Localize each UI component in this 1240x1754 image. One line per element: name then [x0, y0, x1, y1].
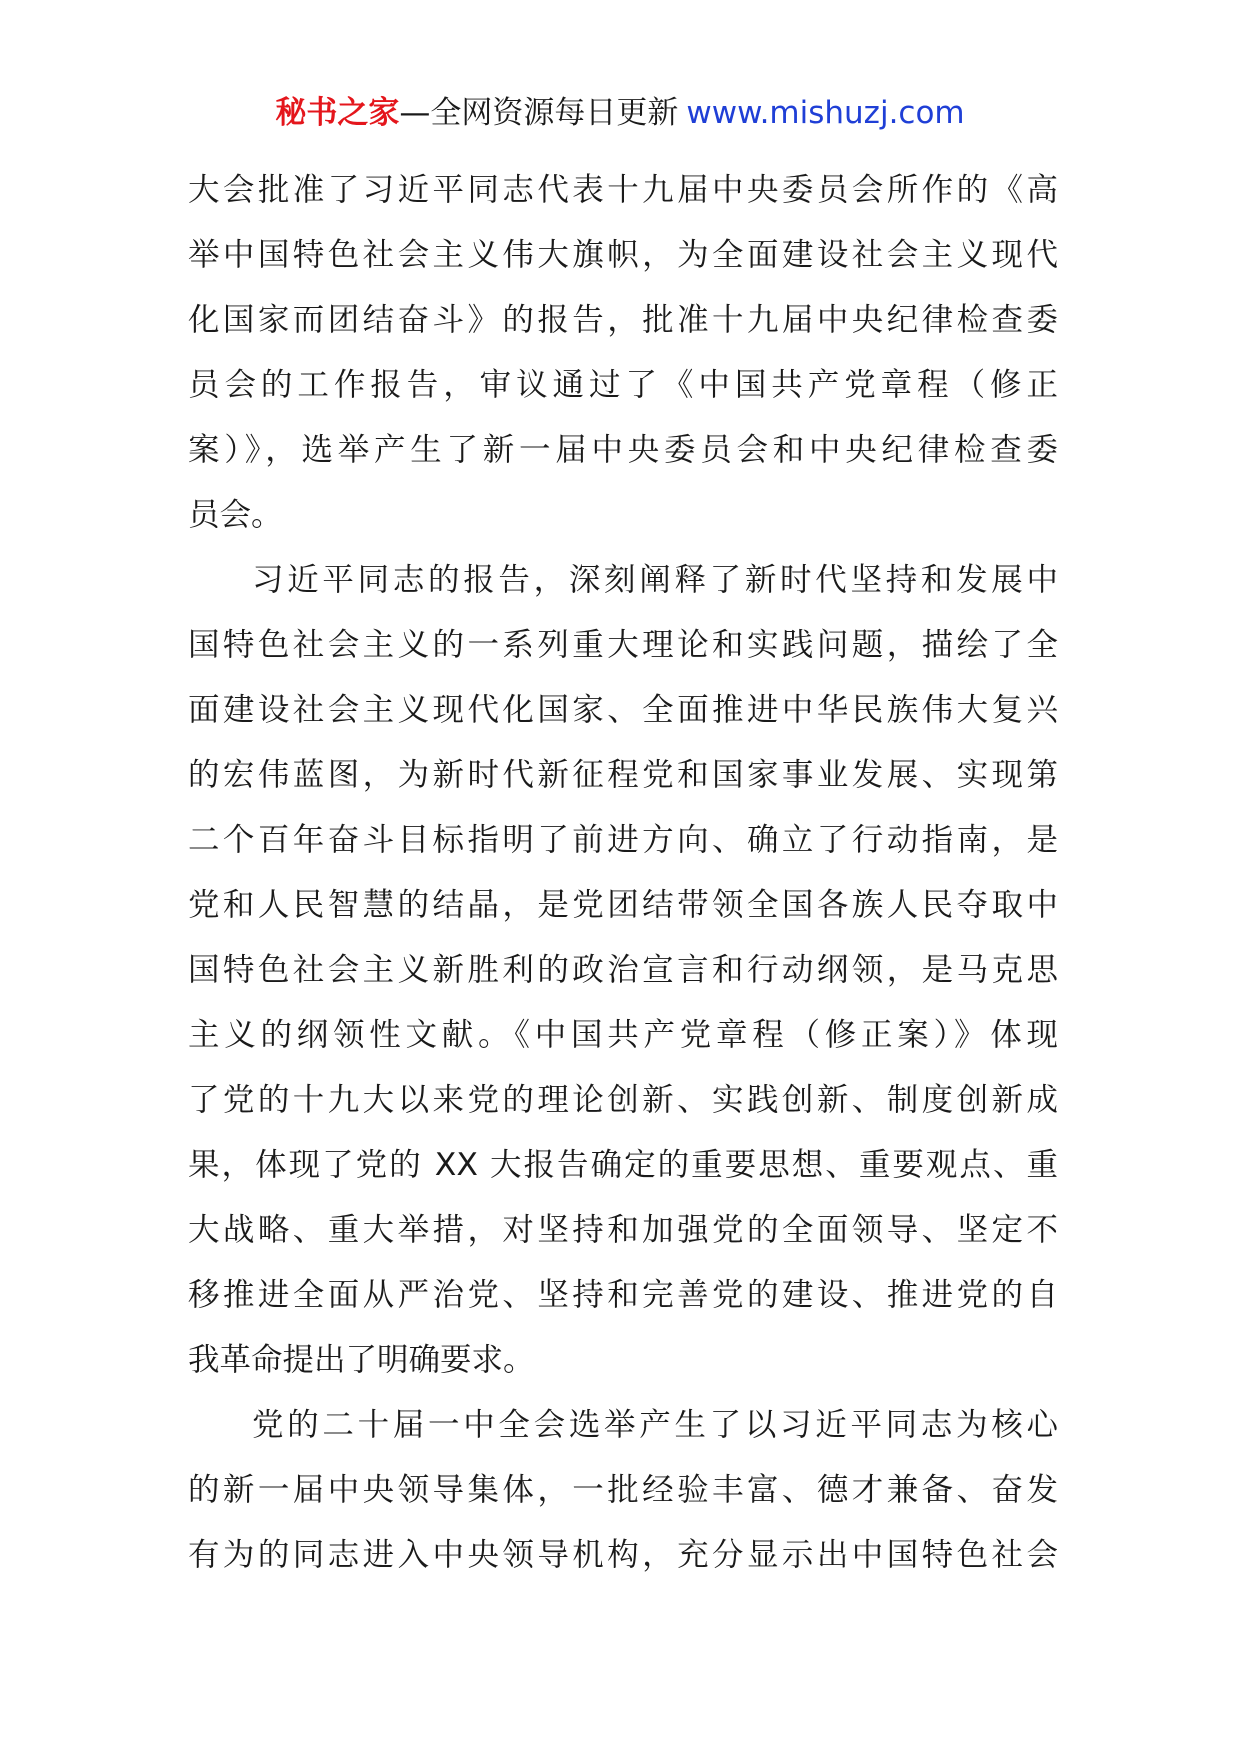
- paragraph-1: [188, 158, 1058, 548]
- text-line: 化国家而团结奋斗》的报告，批准十九届中央纪律检查委: [188, 302, 1058, 338]
- text-line: 面建设社会主义现代化国家、全面推进中华民族伟大复兴: [188, 692, 1058, 728]
- text-line: 党和人民智慧的结晶，是党团结带领全国各族人民夺取中: [188, 887, 1058, 923]
- header-site-url: www.mishuzj.com: [686, 95, 965, 131]
- text-line: 了党的十九大以来党的理论创新、实践创新、制度创新成: [188, 1082, 1058, 1118]
- text-line: 举中国特色社会主义伟大旗帜，为全面建设社会主义现代: [188, 237, 1058, 273]
- header-brand: 秘书之家: [275, 95, 400, 131]
- text-line: 党的二十届一中全会选举产生了以习近平同志为核心: [252, 1407, 1058, 1443]
- text-line: 的宏伟蓝图，为新时代新征程党和国家事业发展、实现第: [188, 757, 1058, 793]
- text-line: 主义的纲领性文献。《中国共产党章程（修正案）》体现: [188, 1017, 1058, 1053]
- paragraph-3: [188, 1393, 1058, 1588]
- paragraph-2: [188, 548, 1058, 1393]
- text-line: 有为的同志进入中央领导机构，充分显示出中国特色社会: [188, 1537, 1058, 1573]
- text-line: 员会。: [188, 497, 283, 533]
- text-line: 案）》，选举产生了新一届中央委员会和中央纪律检查委: [188, 432, 1058, 468]
- text-line: 国特色社会主义的一系列重大理论和实践问题，描绘了全: [188, 627, 1058, 663]
- text-line: 果，体现了党的 XX 大报告确定的重要思想、重要观点、重: [188, 1147, 1058, 1183]
- text-line: 的新一届中央领导集体，一批经验丰富、德才兼备、奋发: [188, 1472, 1058, 1508]
- text-line: 国特色社会主义新胜利的政治宣言和行动纲领，是马克思: [188, 952, 1058, 988]
- text-line: 大会批准了习近平同志代表十九届中央委员会所作的《高: [188, 172, 1058, 208]
- document-body: [188, 158, 1058, 1588]
- text-line: 二个百年奋斗目标指明了前进方向、确立了行动指南，是: [188, 822, 1058, 858]
- text-line: 习近平同志的报告，深刻阐释了新时代坚持和发展中: [252, 562, 1058, 598]
- text-line: 我革命提出了明确要求。: [188, 1342, 535, 1378]
- text-line: 大战略、重大举措，对坚持和加强党的全面领导、坚定不: [188, 1212, 1058, 1248]
- text-line: 移推进全面从严治党、坚持和完善党的建设、推进党的自: [188, 1277, 1058, 1313]
- page-header: [0, 93, 1240, 133]
- text-line: 员会的工作报告，审议通过了《中国共产党章程（修正: [188, 367, 1058, 403]
- header-tagline: —全网资源每日更新: [399, 95, 679, 131]
